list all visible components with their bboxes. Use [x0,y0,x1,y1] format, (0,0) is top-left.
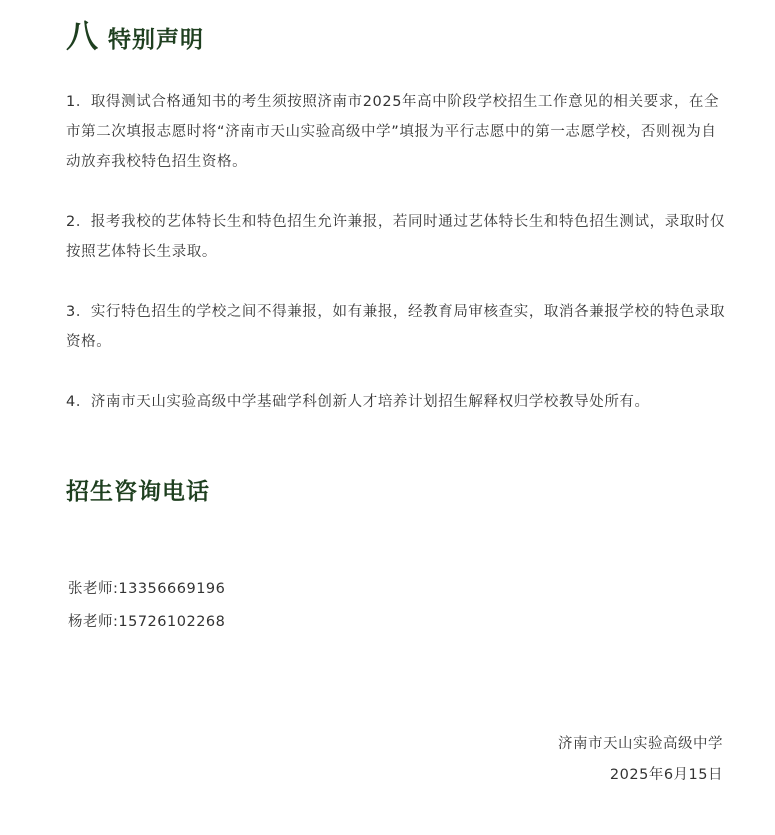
contact-list [68,573,225,639]
clause-3: 3．实行特色招生的学校之间不得兼报，如有兼报，经教育局审核查实，取消各兼报学校的特色录取资格。 [66,304,726,350]
section-heading-special-statement [66,16,204,60]
signature-school: 济南市天山实验高级中学 [558,736,723,752]
statement-clauses [66,87,726,417]
section-numeral: 八 [66,17,99,55]
signature-block [558,729,723,791]
clause-4: 4．济南市天山实验高级中学基础学科创新人才培养计划招生解释权归学校教导处所有。 [66,394,650,410]
contact-section-title: 招生咨询电话 [66,479,210,505]
contact-yang: 杨老师:15726102268 [68,614,226,630]
section-heading-contact [66,474,210,510]
section-title: 特别声明 [108,27,205,53]
clause-1: 1．取得测试合格通知书的考生须按照济南市2025年高中阶段学校招生工作意见的相关要求，在全市第二次填报志愿时将“济南市天山实验高级中学”填报为平行志愿中的第一志愿学校，否则视为自动放弃我校特色招生资格。 [66,94,720,170]
signature-date: 2025年6月15日 [609,767,723,783]
contact-zhang: 张老师:13356669196 [68,581,226,597]
clause-2: 2．报考我校的艺体特长生和特色招生允许兼报，若同时通过艺体特长生和特色招生测试，录取时仅按照艺体特长生录取。 [66,214,726,260]
